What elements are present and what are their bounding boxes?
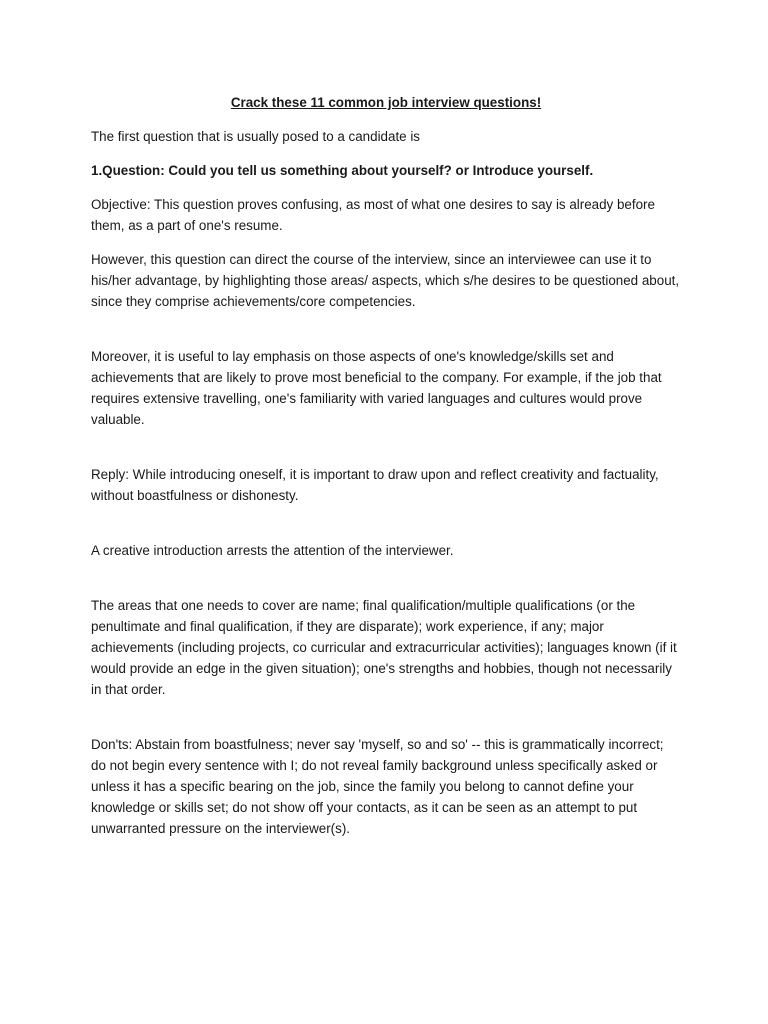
however-paragraph: However, this question can direct the course of the interview, since an interviewee can use it to his/her advantage, by highlighting those areas/ aspects, which s/he desires to be questioned about, since they comprise achievements/core competencies. — [91, 252, 680, 309]
document-body — [91, 92, 681, 852]
objective-paragraph: Objective: This question proves confusing, as most of what one desires to say is already before them, as a part of one's resume. — [91, 197, 655, 233]
reply-paragraph: Reply: While introducing oneself, it is important to draw upon and reflect creativity and factuality, without boastfulness or dishonesty. — [91, 467, 659, 503]
intro-paragraph: The first question that is usually posed to a candidate is — [91, 129, 421, 144]
moreover-paragraph: Moreover, it is useful to lay emphasis on those aspects of one's knowledge/skills set and achievements that are likely to prove most beneficial to the company. For example, if the job that requires extensive travelling, one's familiarity with varied languages and cultures would prove valuable. — [91, 349, 662, 427]
creative-intro-paragraph: A creative introduction arrests the attention of the interviewer. — [91, 543, 454, 558]
document-title: Crack these 11 common job interview questions! — [230, 95, 542, 110]
donts-paragraph: Don'ts: Abstain from boastfulness; never say 'myself, so and so' -- this is grammatically incorrect; do not begin every sentence with I; do not reveal family background unless specifically asked or unless it has a specific bearing on the job, since the family you belong to cannot define your knowledge or skills set; do not show off your contacts, as it can be seen as an attempt to put unwarranted pressure on the interviewer(s). — [91, 737, 664, 836]
question-heading: 1.Question: Could you tell us something about yourself? or Introduce yourself. — [91, 163, 594, 178]
areas-paragraph: The areas that one needs to cover are name; final qualification/multiple qualifications (or the penultimate and final qualification, if they are disparate); work experience, if any; major achievements (including projects, co curricular and extracurricular activities); languages known (if it would provide an edge in the given situation); one's strengths and hobbies, though not necessarily in that order. — [91, 598, 677, 697]
